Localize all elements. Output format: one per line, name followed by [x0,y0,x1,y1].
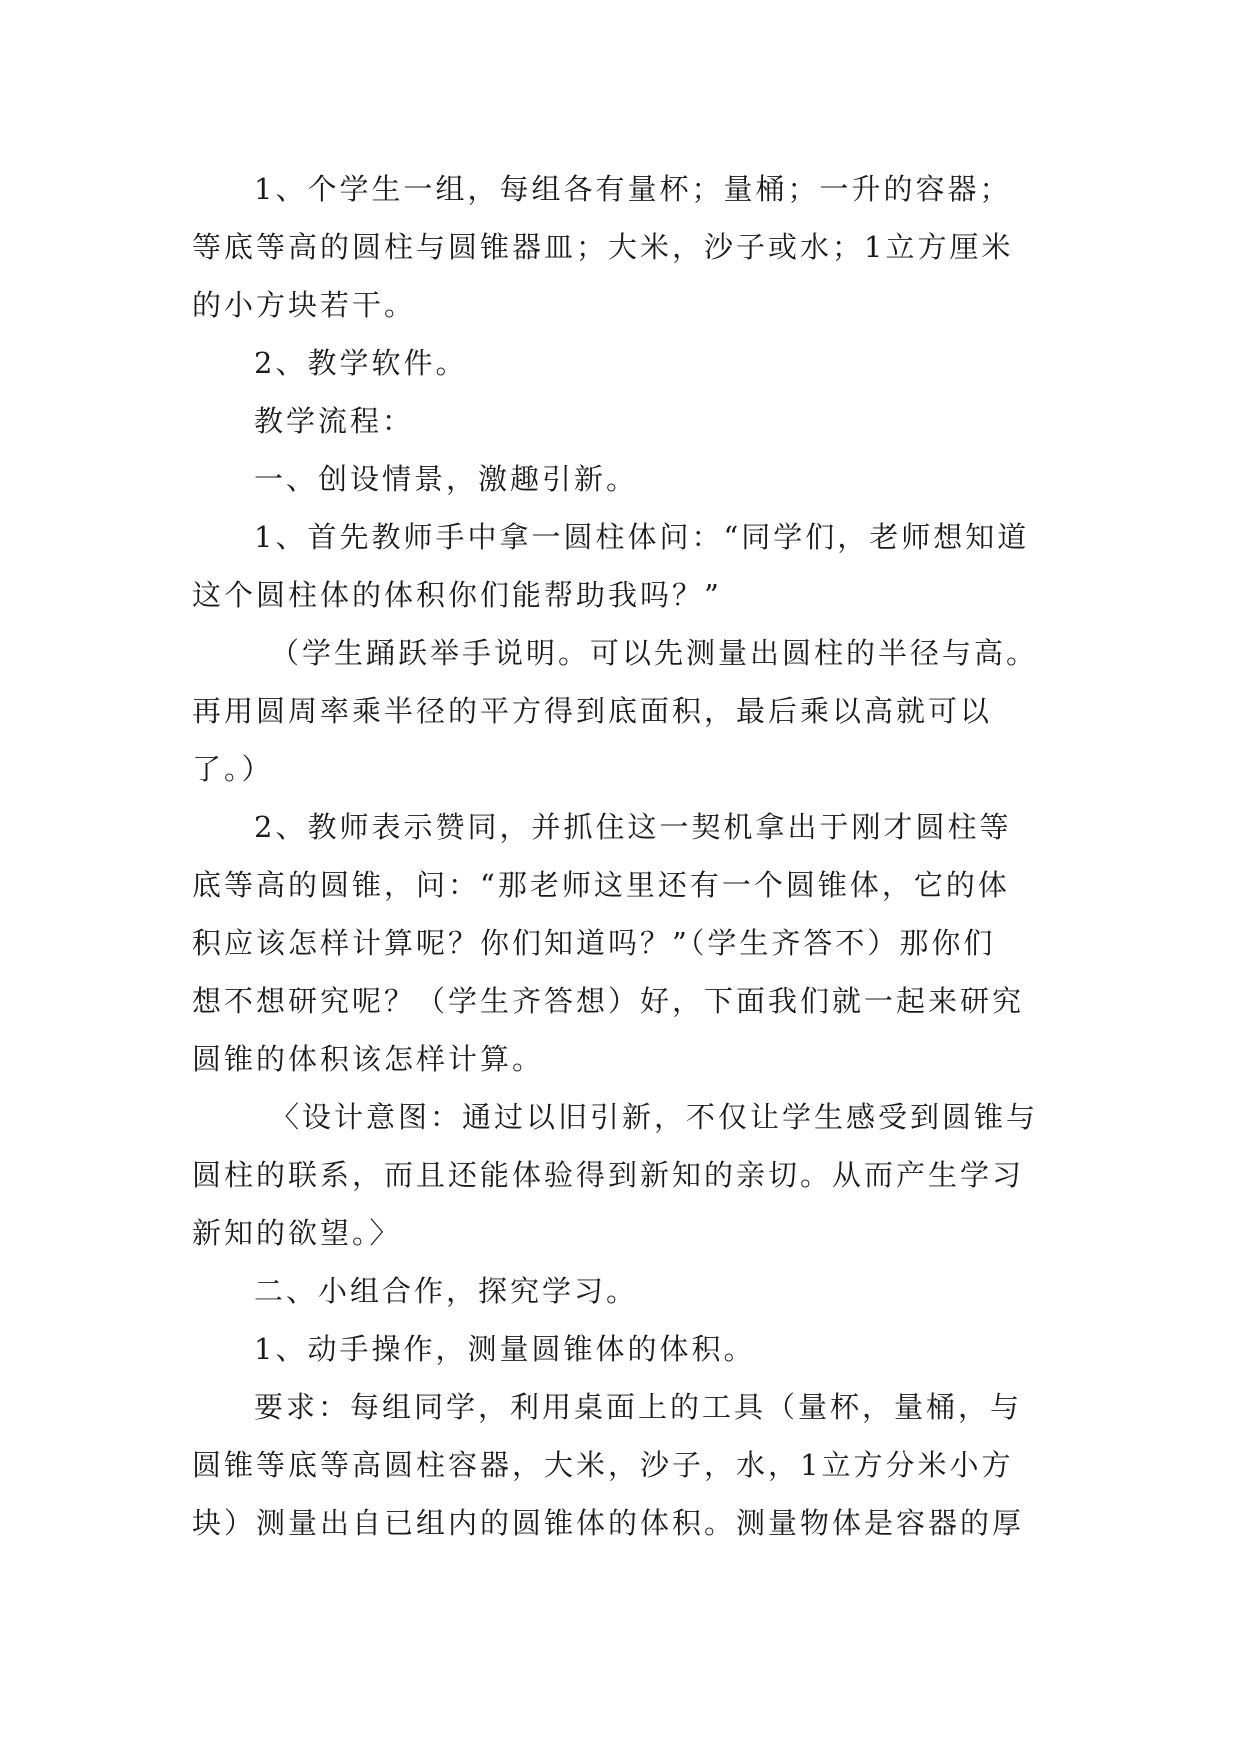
paragraph [192,392,1062,450]
paragraph [192,1262,1062,1320]
paragraph [192,798,1062,1088]
text-line: 要求：每组同学，利用桌面上的工具（量杯，量桶，与 [254,1390,1023,1424]
paragraph [192,160,1062,334]
text-line: 1、首先教师手中拿一圆柱体问：“同学们，老师想知道 [254,520,1030,554]
text-line: 2、教学软件。 [254,346,468,380]
paragraph [192,624,1062,798]
text-line: 1、个学生一组，每组各有量杯；量桶；一升的容器； [254,172,1012,206]
text-line: 块）测量出自已组内的圆锥体的体积。测量物体是容器的厚 [192,1506,1025,1540]
text-line: 新知的欲望。〉 [192,1216,402,1250]
text-line: 2、教师表示赞同，并抓住这一契机拿出于刚才圆柱等 [254,810,1012,844]
text-line: 底等高的圆锥，问：“那老师这里还有一个圆锥体，它的体 [192,868,1010,902]
paragraph [192,450,1062,508]
text-line: 这个圆柱体的体积你们能帮助我吗？” [192,578,722,612]
text-line: 〈设计意图：通过以旧引新，不仅让学生感受到圆锥与 [270,1100,1039,1134]
text-line: 圆锥等底等高圆柱容器，大米，沙子，水，1立方分米小方 [192,1448,1014,1482]
text-line: 的小方块若干。 [192,288,417,322]
paragraph [192,1320,1062,1378]
text-line: 教学流程： [254,404,415,438]
text-line: 积应该怎样计算呢？你们知道吗？”（学生齐答不）那你们 [192,926,996,960]
text-line: 等底等高的圆柱与圆锥器皿；大米，沙子或水；1立方厘米 [192,230,1014,264]
document-body [192,160,1062,1552]
paragraph [192,508,1062,624]
text-line: 1、动手操作，测量圆锥体的体积。 [254,1332,756,1366]
paragraph [192,334,1062,392]
text-line: 了。） [192,752,274,786]
text-line: 二、小组合作，探究学习。 [254,1274,639,1308]
paragraph [192,1088,1062,1262]
text-line: 圆锥的体积该怎样计算。 [192,1042,545,1076]
text-line: 圆柱的联系，而且还能体验得到新知的亲切。从而产生学习 [192,1158,1025,1192]
paragraph [192,1378,1062,1552]
text-line: 一、创设情景，激趣引新。 [254,462,639,496]
text-line: 想不想研究呢？（学生齐答想）好，下面我们就一起来研究 [192,984,1025,1018]
text-line: （学生踊跃举手说明。可以先测量出圆柱的半径与高。 [270,636,1039,670]
text-line: 再用圆周率乘半径的平方得到底面积，最后乘以高就可以 [192,694,993,728]
